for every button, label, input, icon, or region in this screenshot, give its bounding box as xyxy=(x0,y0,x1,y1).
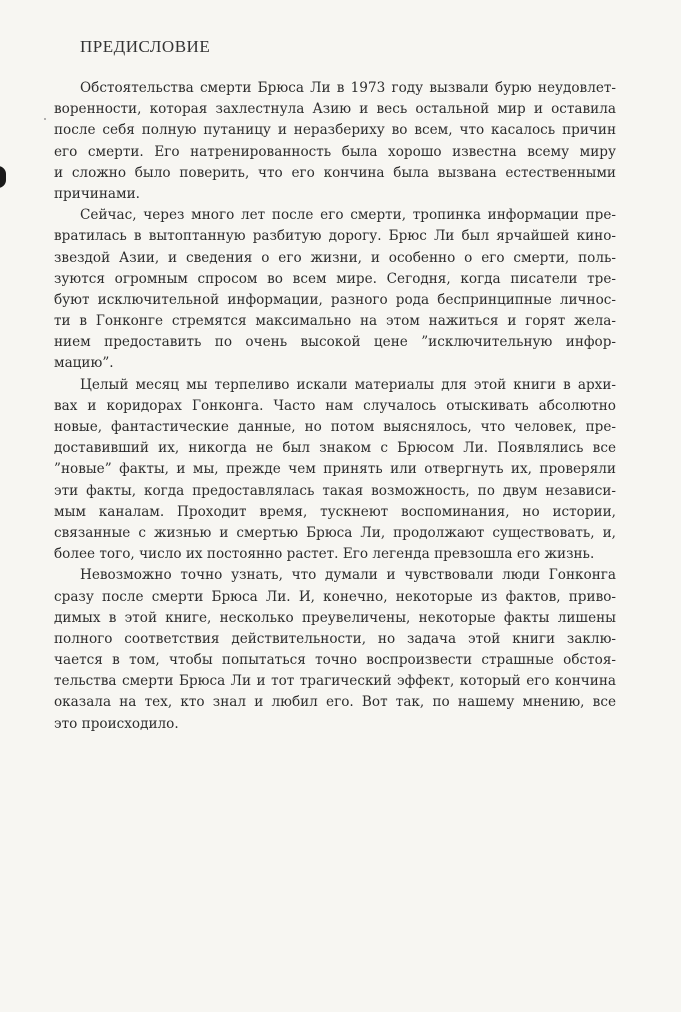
paragraph xyxy=(54,205,616,375)
text-line: вратилась в вытоптанную разбитую дорогу. Брюс Ли был ярчайшей кино- xyxy=(54,228,616,245)
text-line: доставивший их, никогда не был знаком с Брюсом Ли. Появлялись все xyxy=(54,440,616,457)
text-line: звездой Азии, и сведения о его жизни, и особенно о его смерти, поль- xyxy=(54,249,616,266)
text-line: его смерти. Его натренированность была хорошо известна всему миру xyxy=(54,143,616,160)
paragraph xyxy=(54,78,616,205)
text-line: ”новые” факты, и мы, прежде чем принять или отвергнуть их, проверяли xyxy=(54,461,616,478)
text-line: мацию”. xyxy=(54,355,114,372)
text-line: это происходило. xyxy=(54,715,179,732)
text-line: Сейчас, через много лет после его смерти, тропинка информации пре- xyxy=(80,207,616,224)
text-line: после себя полную путаницу и неразбериху во всем, что касалось причин xyxy=(54,122,616,139)
text-line: тельства смерти Брюса Ли и тот трагический эффект, который его кончина xyxy=(54,673,616,690)
paragraph xyxy=(54,375,616,566)
text-line: полного соответствия действительности, но задача этой книги заклю- xyxy=(54,630,616,647)
text-line: сразу после смерти Брюса Ли. И, конечно, некоторые из фактов, приво- xyxy=(54,588,616,605)
text-line: новые, фантастические данные, но потом выяснялось, что человек, пре- xyxy=(54,419,616,435)
text-line: зуются огромным спросом во всем мире. Сегодня, когда писатели тре- xyxy=(54,270,616,287)
text-line: димых в этой книге, несколько преувеличены, некоторые факты лишены xyxy=(54,609,616,626)
text-line: нием предоставить по очень высокой цене ”исключительную инфор- xyxy=(54,334,616,351)
text-line: Целый месяц мы терпеливо искали материалы для этой книги в архи- xyxy=(80,376,616,393)
text-line: Обстоятельства смерти Брюса Ли в 1973 году вызвали бурю неудовлет- xyxy=(80,80,616,96)
text-line: связанные с жизнью и смертью Брюса Ли, продолжают существовать, и, xyxy=(54,524,616,541)
page-title: ПРЕДИСЛОВИЕ xyxy=(80,37,211,56)
text-line: вах и коридорах Гонконга. Часто нам случалось отыскивать абсолютно xyxy=(54,397,616,414)
paragraph xyxy=(54,565,616,735)
text-line: эти факты, когда предоставлялась такая возможность, по двум независи- xyxy=(54,482,616,499)
text-line: чается в том, чтобы попытаться точно воспроизвести страшные обстоя- xyxy=(54,652,616,669)
margin-binding-mark xyxy=(0,166,6,188)
text-line: и сложно было поверить, что его кончина была вызвана естественными xyxy=(54,164,616,181)
text-line: буют исключительной информации, разного рода беспринципные личнос- xyxy=(54,291,616,308)
scan-speck xyxy=(44,118,46,120)
body-text xyxy=(54,78,616,735)
text-line: более того, число их постоянно растет. Его легенда превзошла его жизнь. xyxy=(54,546,595,563)
text-line: ти в Гонконге стремятся максимально на этом нажиться и горят жела- xyxy=(54,313,616,330)
text-line: оказала на тех, кто знал и любил его. Вот так, по нашему мнению, все xyxy=(54,694,616,711)
text-line: причинами. xyxy=(54,185,140,202)
text-line: мым каналам. Проходит время, тускнеют воспоминания, но истории, xyxy=(54,503,616,520)
text-line: воренности, которая захлестнула Азию и весь остальной мир и оставила xyxy=(54,101,616,118)
text-line: Невозможно точно узнать, что думали и чувствовали люди Гонконга xyxy=(80,567,616,584)
